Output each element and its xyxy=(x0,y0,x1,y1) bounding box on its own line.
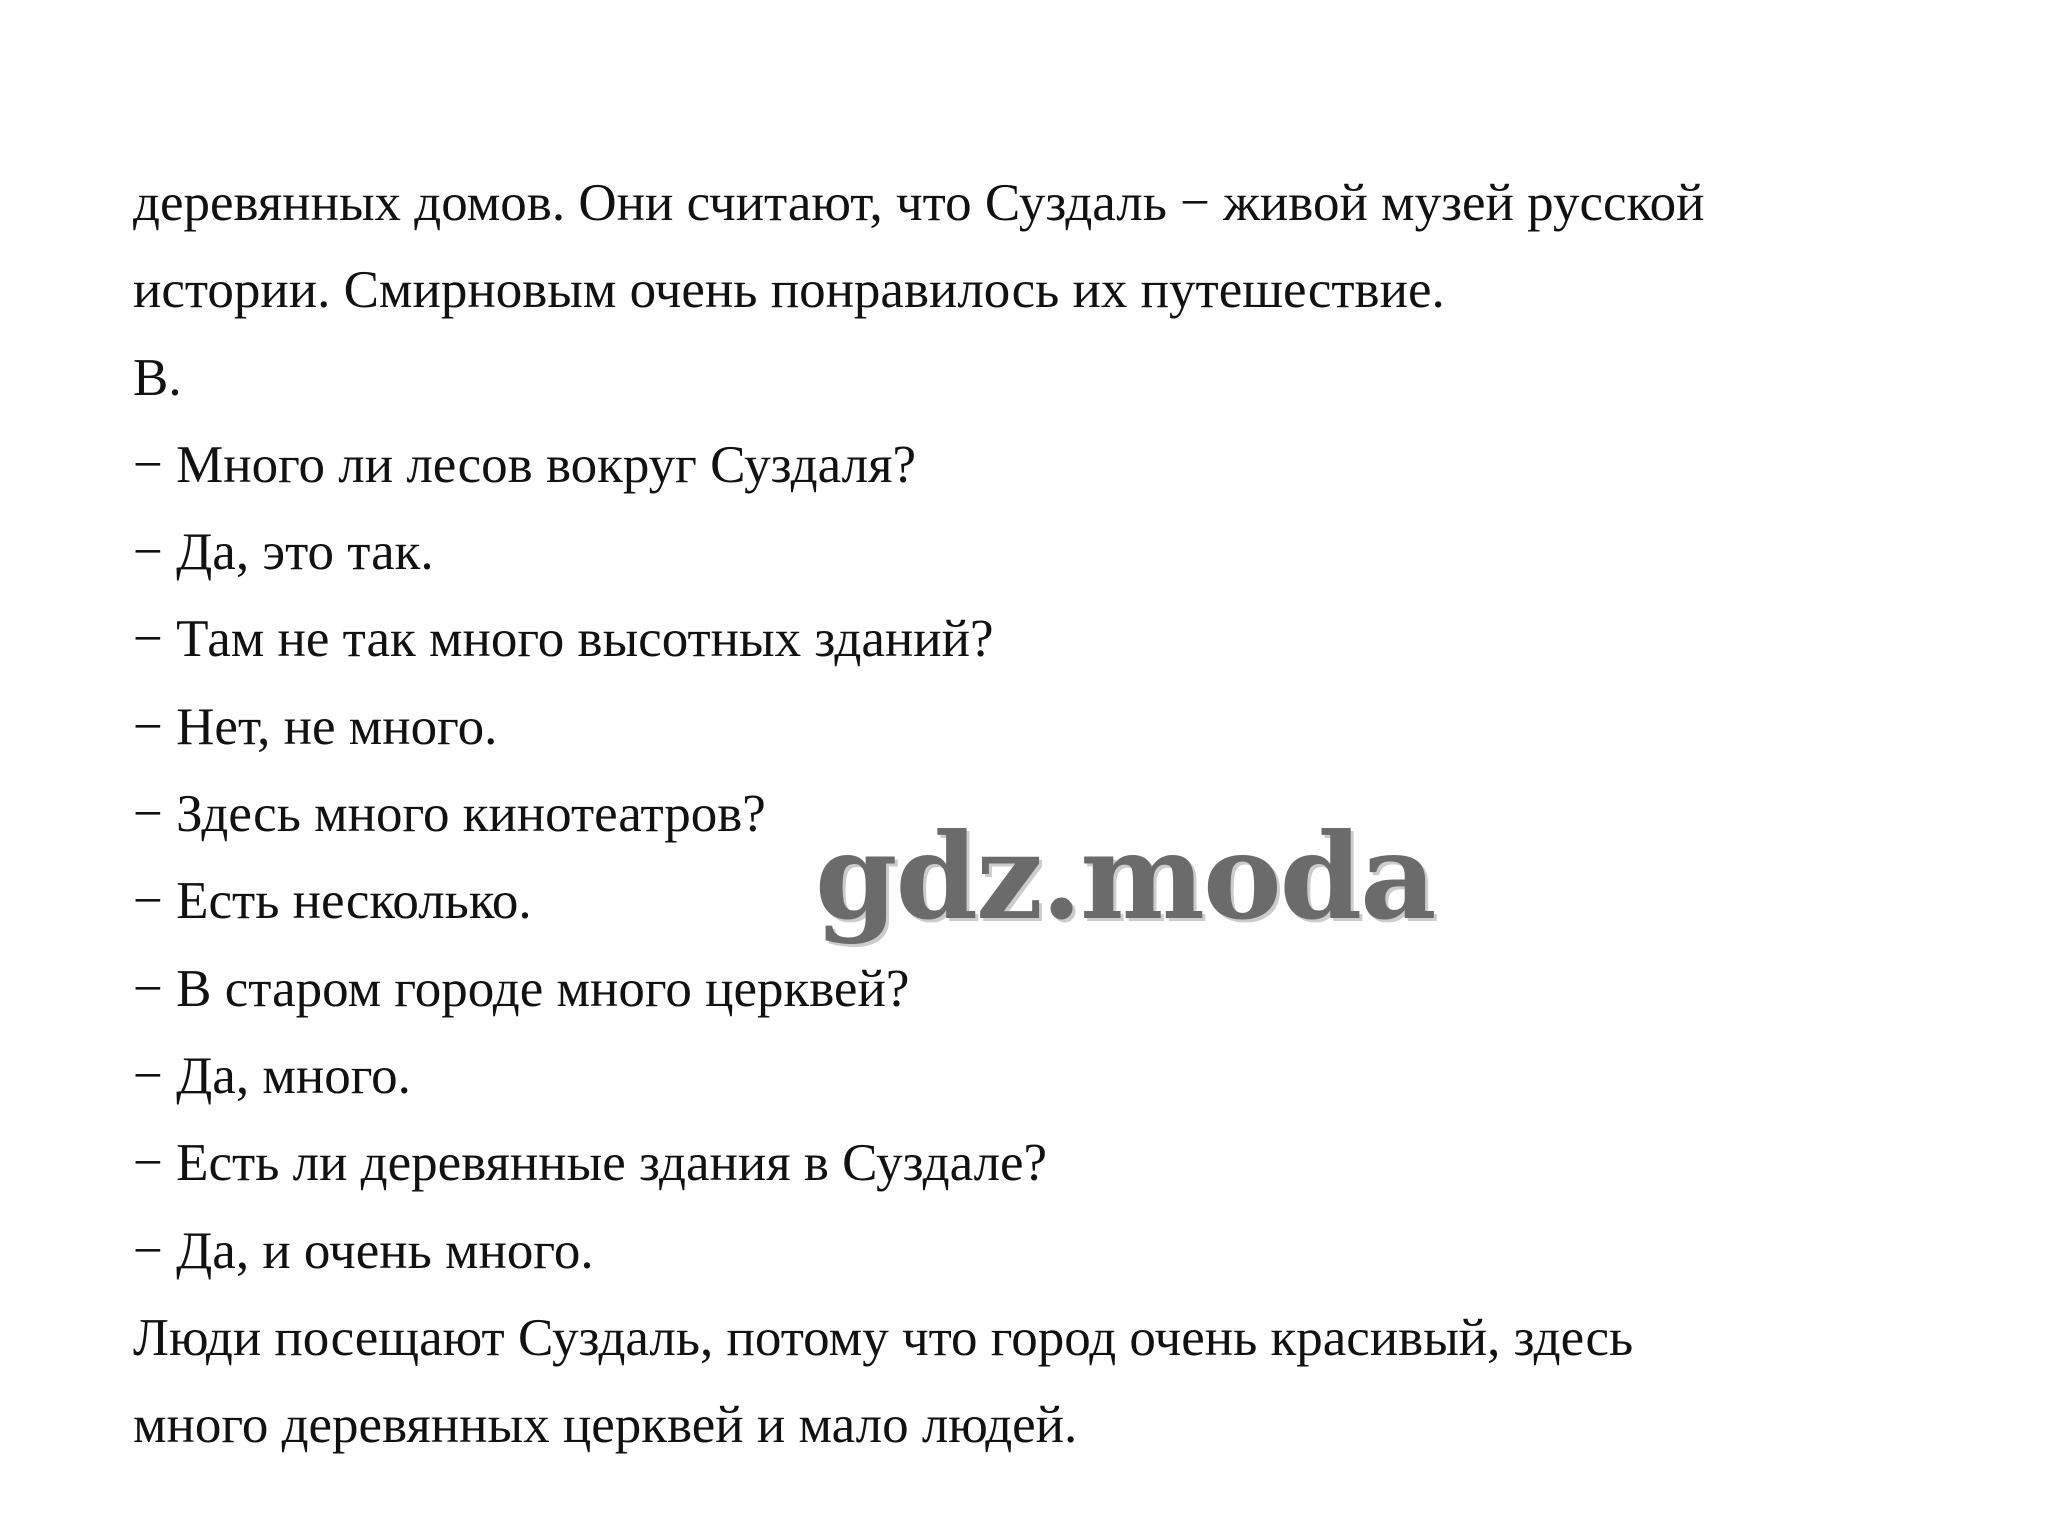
dialogue-line: − Есть несколько. xyxy=(133,872,532,931)
dialogue-line: − В старом городе много церквей? xyxy=(133,959,910,1018)
dialogue-line: − Много ли лесов вокруг Суздаля? xyxy=(133,435,916,494)
dialogue-line: − Есть ли деревянные здания в Суздале? xyxy=(133,1134,1048,1193)
watermark-logo: gdz.moda xyxy=(815,807,1435,946)
dialogue-line: − Нет, не много. xyxy=(133,697,498,756)
dialogue-line: − Здесь много кинотеатров? xyxy=(133,785,766,844)
text-line: Люди посещают Суздаль, потому что город очень красивый, здесь xyxy=(133,1308,1634,1367)
dialogue-line: − Да, и очень много. xyxy=(133,1221,594,1280)
section-label: B. xyxy=(133,348,182,407)
dialogue-line: − Там не так много высотных зданий? xyxy=(133,610,994,669)
text-line: много деревянных церквей и мало людей. xyxy=(133,1396,1078,1455)
dialogue-line: − Да, это так. xyxy=(133,523,434,582)
text-line: деревянных домов. Они считают, что Суздаль − живой музей русской xyxy=(133,174,1705,232)
dialogue-line: − Да, много. xyxy=(133,1046,411,1105)
text-line: истории. Смирновым очень понравилось их путешествие. xyxy=(133,261,1445,320)
